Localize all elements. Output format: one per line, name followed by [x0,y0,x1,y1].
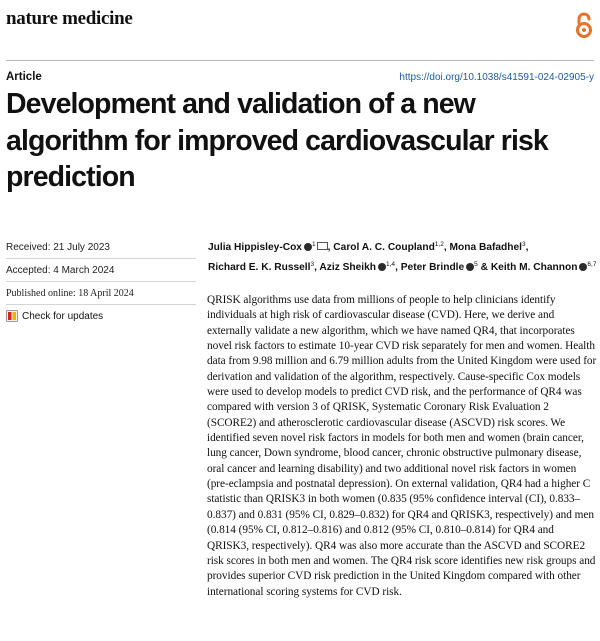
check-for-updates-button[interactable] [6,310,103,322]
author-name-text: Mona Bafadhel [449,242,522,253]
affiliation-number: 5 [474,261,478,268]
orcid-icon[interactable] [466,263,474,271]
article-title: Development and validation of a new algorithm for improved cardiovascular risk prediction [6,88,548,193]
check-updates-icon [6,310,18,322]
divider [6,304,196,305]
author-name-text: Peter Brindle [400,262,465,273]
author-name[interactable] [319,262,398,273]
affiliation-number: 1,4 [386,261,396,268]
author-separator: , [314,262,317,273]
received-date: Received: 21 July 2023 [6,241,110,253]
doi-link[interactable]: https://doi.org/10.1038/s41591-024-02905-y [399,72,594,83]
author-name[interactable] [491,262,597,273]
affiliation-number: 3 [310,261,315,268]
author-separator: , [525,242,529,253]
author-separator: & [477,262,488,273]
author-name-text: Carol A. C. Coupland [333,242,435,253]
divider [6,281,196,282]
email-icon[interactable] [317,242,328,250]
author-separator: , [443,242,447,253]
check-updates-label: Check for updates [22,310,104,322]
author-name-text: Aziz Sheikh [319,262,377,273]
divider [6,258,196,259]
author-name-text: Richard E. K. Russell [208,262,311,273]
journal-name: nature medicine [6,8,133,29]
published-date: Published online: 18 April 2024 [6,287,134,299]
author-name[interactable] [333,242,446,253]
author-name[interactable] [208,262,317,273]
affiliation-number: 1,2 [434,241,444,248]
author-separator: , [395,262,398,273]
author-name[interactable] [401,262,488,273]
header-divider [6,60,594,61]
author-separator: , [327,242,331,253]
open-access-icon [574,11,594,39]
author-name[interactable] [450,242,529,253]
affiliation-number: 6,7 [587,261,597,268]
author-name-text: Julia Hippisley-Cox [208,242,302,253]
author-list [208,236,598,276]
affiliation-number: 3 [521,241,526,248]
dates-panel [6,239,196,324]
affiliation-number: 1 [311,241,316,248]
author-name-text: Keith M. Channon [490,262,578,273]
article-type: Article [6,71,42,83]
orcid-icon[interactable] [304,243,312,251]
orcid-icon[interactable] [378,263,386,271]
accepted-date: Accepted: 4 March 2024 [6,264,115,276]
abstract: QRISK algorithms use data from millions of people to help clinicians identify individuals at high risk of cardiovascular disease (CVD). Here, we derive and externally validate a new algorithm, which we have named QR4, that incorporates novel risk factors to estimate 10-year CVD risk separately for men and women. Health data from 9.98 million and 6.79 million adults from the United Kingdom were used for derivation and validation of the algorithm, respectively. Cause-specific Cox models were used to develop models to predict CVD risk, and the performance of QR4 was compared with version 3 of QRISK, Systematic Coronary Risk Evaluation 2 (SCORE2) and atherosclerotic cardiovascular disease (ASCVD) risk scores. We identified seven novel risk factors in models for both men and women (brain cancer, lung cancer, Down syndrome, blood cancer, chronic obstructive pulmonary disease, oral cancer and learning disability) and two additional novel risk factors in women (pre-eclampsia and postnatal depression). On external validation, QR4 had a higher C statistic than QRISK3 in both women (0.835 (95% confidence interval (CI), 0.833–0.837) and 0.831 (95% CI, 0.829–0.832) for QR4 and QRISK3, respectively) and men (0.814 (95% CI, 0.812–0.816) and 0.812 (95% CI, 0.810–0.814) for QR4 and QRISK3, respectively). QR4 was also more accurate than the ASCVD and SCORE2 risk scores in both men and women. The QR4 risk score identifies new risk groups and provides superior CVD risk prediction in the United Kingdom compared with other international scoring systems for CVD risk. [207,294,597,598]
author-name[interactable] [208,242,330,253]
